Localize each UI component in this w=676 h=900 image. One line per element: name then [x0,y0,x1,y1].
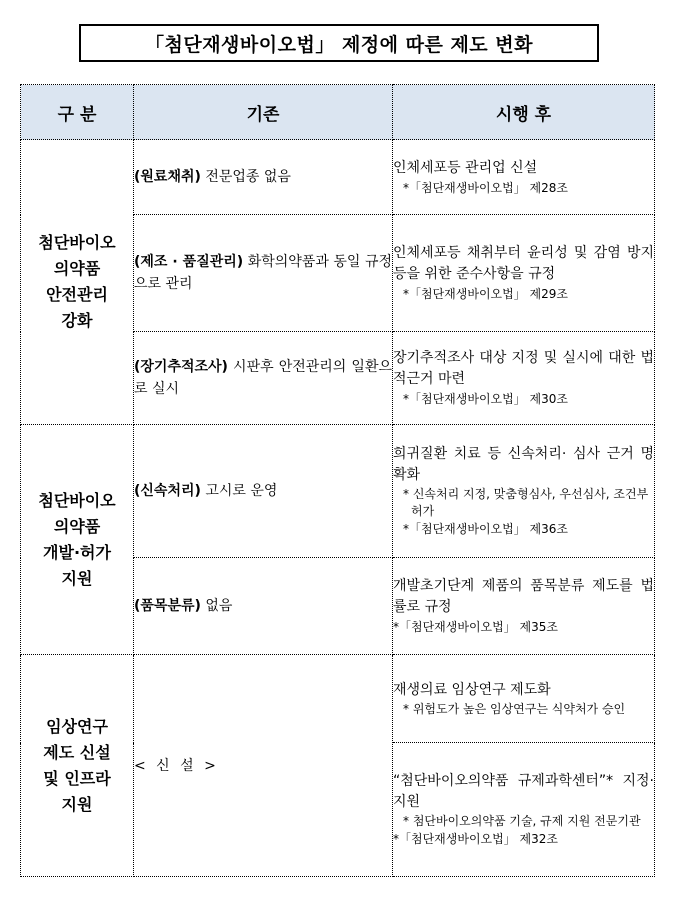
category-line: 및 인프라 [43,768,111,788]
category-line: 임상연구 [46,716,108,736]
after-main: 인체세포등 관리업 신설 [393,159,538,176]
category-line: 지원 [61,568,93,588]
law-reference: *「첨단재생바이오법」 제36조 [403,522,569,536]
table-header-row [21,85,655,140]
current-cell [134,332,393,425]
header-current: 기존 [134,85,393,140]
after-main: 장기추적조사 대상 지정 및 실시에 대한 법적근거 마련 [393,350,654,387]
current-keyword: (원료채취) [134,169,201,185]
after-main: “첨단바이오의약품 규제과학센터”* 지정·지원 [393,773,654,810]
current-cell [134,140,393,215]
after-main: 희귀질환 치료 등 신속처리· 심사 근거 명확화 [393,446,654,483]
current-text: 화학의약품과 동일 규정으로 관리 [134,254,392,292]
category-line: 지원 [61,794,93,814]
current-text: 없음 [200,598,233,614]
after-sub-note: * 신속처리 지정, 맞춤형심사, 우선심사, 조건부허가 [403,487,649,518]
law-reference: *「첨단재생바이오법」 제32조 [393,832,559,846]
after-main: 개발초기단계 제품의 품목분류 제도를 법률로 규정 [393,578,654,615]
after-cell [393,140,655,215]
category-line: 제도 신설 [43,742,111,762]
current-cell-new: < 신 설 > [134,655,393,877]
after-cell [393,332,655,425]
category-line: 의약품 [53,259,101,278]
category-line: 강화 [61,311,93,330]
after-cell [393,743,655,877]
law-reference: *「첨단재생바이오법」 제30조 [403,392,569,406]
current-keyword: (품목분류) [134,598,201,614]
after-cell [393,558,655,655]
category-cell [21,655,134,877]
header-category: 구 분 [21,85,134,140]
comparison-table [20,84,655,877]
after-sub-note: * 첨단바이오의약품 기술, 규제 지원 전문기관 [403,814,641,828]
after-main: 인체세포등 채취부터 윤리성 및 감염 방지 등을 위한 준수사항을 규정 [393,245,654,282]
current-keyword: (장기추적조사) [134,359,228,375]
current-text: 시판후 안전관리의 일환으로 실시 [134,359,392,397]
header-after: 시행 후 [393,85,655,140]
law-reference: *「첨단재생바이오법」 제28조 [403,180,569,195]
category-cell [21,425,134,655]
category-line: 의약품 [53,516,101,536]
after-cell [393,655,655,743]
table-row [21,425,655,558]
current-cell [134,425,393,558]
after-cell [393,425,655,558]
current-text: 고시로 운영 [200,483,278,499]
current-cell [134,558,393,655]
current-keyword: (신속처리) [134,483,201,499]
table-row [21,655,655,743]
current-cell [134,215,393,332]
category-line: 첨단바이오 [38,233,116,252]
after-cell [393,215,655,332]
current-text: 전문업종 없음 [200,169,291,185]
law-reference: *「첨단재생바이오법」 제29조 [403,287,569,301]
current-keyword: (제조 · 품질관리) [134,254,244,270]
category-line: 개발·허가 [43,542,111,562]
law-reference: *「첨단재생바이오법」 제35조 [393,620,559,634]
category-line: 첨단바이오 [38,490,116,510]
table-row [21,140,655,215]
after-main: 재생의료 임상연구 제도화 [393,681,551,698]
category-cell [21,140,134,425]
category-line: 안전관리 [46,285,108,304]
after-sub-note: * 위험도가 높은 임상연구는 식약처가 승인 [403,701,626,716]
page-title: 「첨단재생바이오법」 제정에 따른 제도 변화 [79,24,599,62]
